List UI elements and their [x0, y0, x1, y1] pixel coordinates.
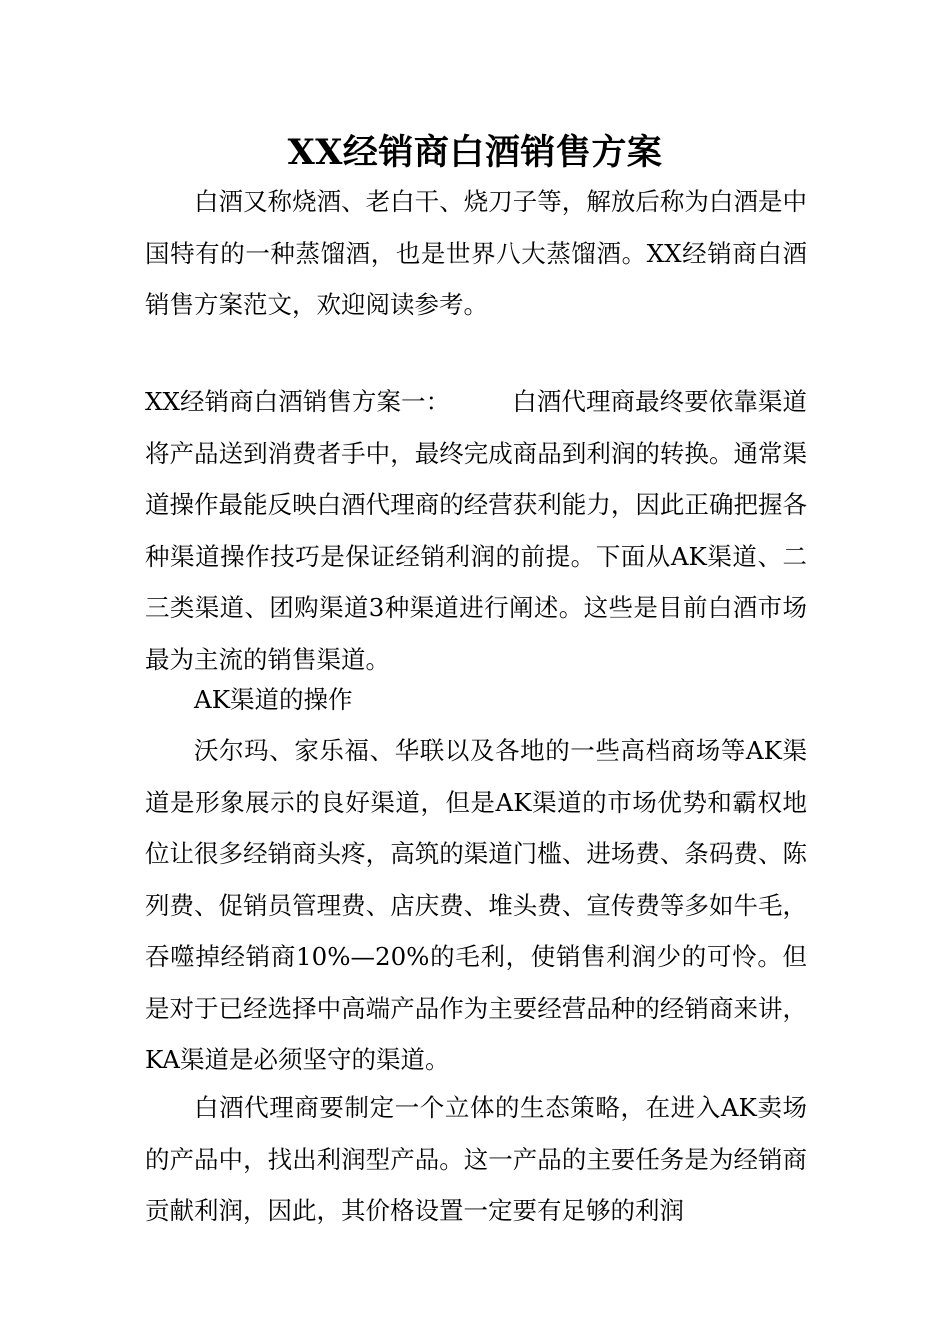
scheme-one-label: XX经销商白酒销售方案一： — [145, 387, 451, 416]
intro-paragraph: 白酒又称烧酒、老白干、烧刀子等，解放后称为白酒是中国特有的一种蒸馏酒，也是世界八大蒸馏酒。XX经销商白酒销售方案范文，欢迎阅读参考。 — [145, 187, 807, 319]
ak-channel-heading: AK渠道的操作 — [194, 685, 353, 714]
ak-channel-paragraph-1: 沃尔玛、家乐福、华联以及各地的一些高档商场等AK渠道是形象展示的良好渠道，但是AK渠道的市场优势和霸权地位让很多经销商头疼，高筑的渠道门槛、进场费、条码费、陈列费、促销员管理费、店庆费、堆头费、宣传费等多如牛毛，吞噬掉经销商10%—20%的毛利，使销售利润少的可怜。但是对于已经选择中高端产品作为主要经营品种的经销商来讲，KA渠道是必须坚守的渠道。 — [145, 736, 807, 1074]
ak-channel-paragraph-2: 白酒代理商要制定一个立体的生态策略，在进入AK卖场的产品中，找出利润型产品。这一产品的主要任务是为经销商贡献利润，因此，其价格设置一定要有足够的利润 — [145, 1093, 807, 1225]
scheme-one-paragraph — [145, 376, 807, 685]
document-title: XX经销商白酒销售方案 — [287, 132, 663, 173]
scheme-one-text: 白酒代理商最终要依靠渠道将产品送到消费者手中，最终完成商品到利润的转换。通常渠道操作最能反映白酒代理商的经营获利能力，因此正确把握各种渠道操作技巧是保证经销利润的前提。下面从AK渠道、二三类渠道、团购渠道3种渠道进行阐述。这些是目前白酒市场最为主流的销售渠道。 — [145, 387, 807, 674]
